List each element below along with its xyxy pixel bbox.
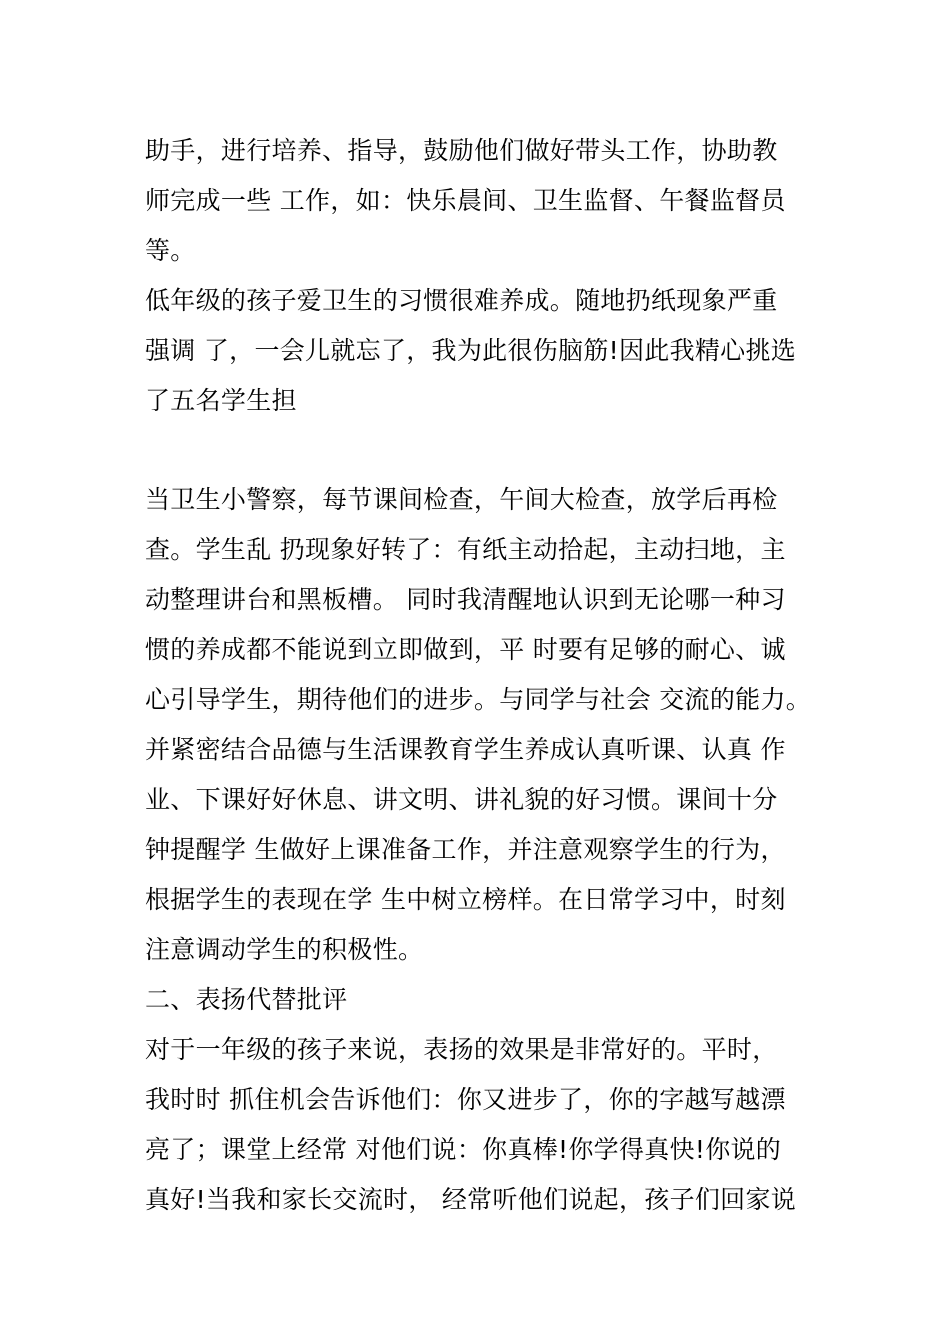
text-line: 对于一年级的孩子来说，表扬的效果是非常好的。平时， [145, 1035, 778, 1064]
text-line: 低年级的孩子爱卫生的习惯很难养成。随地扔纸现象严重 [145, 286, 778, 315]
paragraph-block [145, 126, 835, 426]
text-line: 根据学生的表现在学 生中树立榜样。在日常学习中，时刻 [145, 885, 786, 914]
section-heading: 二、表扬代替批评 [145, 985, 348, 1014]
text-line: 真好!当我和家长交流时， 经常听他们说起，孩子们回家说 [145, 1185, 797, 1214]
text-line: 心引导学生，期待他们的进步。与同学与社会 交流的能力。 [145, 685, 812, 714]
text-line: 了五名学生担 [145, 386, 297, 415]
text-line: 强调 了，一会儿就忘了，我为此很伤脑筋!因此我精心挑选 [145, 336, 797, 365]
text-line: 助手，进行培养、指导，鼓励他们做好带头工作，协助教 [145, 136, 778, 165]
text-line: 钟提醒学 生做好上课准备工作，并注意观察学生的行为， [145, 835, 786, 864]
text-line: 并紧密结合品德与生活课教育学生养成认真听课、认真 作 [145, 735, 786, 764]
text-line: 我时时 抓住机会告诉他们：你又进步了，你的字越写越漂 [145, 1085, 786, 1114]
text-line: 亮了；课堂上经常 对他们说：你真棒!你学得真快!你说的 [145, 1135, 782, 1164]
text-line: 惯的养成都不能说到立即做到，平 时要有足够的耐心、诚 [145, 635, 786, 664]
text-line: 注意调动学生的积极性。 [145, 935, 424, 964]
text-line: 业、下课好好休息、讲文明、讲礼貌的好习惯。课间十分 [145, 785, 778, 814]
text-line: 师完成一些 工作，如：快乐晨间、卫生监督、午餐监督员 [145, 186, 786, 215]
text-line: 动整理讲台和黑板槽。 同时我清醒地认识到无论哪一种习 [145, 585, 786, 614]
text-line: 当卫生小警察，每节课间检查，午间大检查，放学后再检 [145, 485, 778, 514]
paragraph-block [145, 475, 835, 1225]
text-line: 等。 [145, 236, 196, 265]
text-line: 查。学生乱 扔现象好转了：有纸主动拾起，主动扫地，主 [145, 535, 786, 564]
